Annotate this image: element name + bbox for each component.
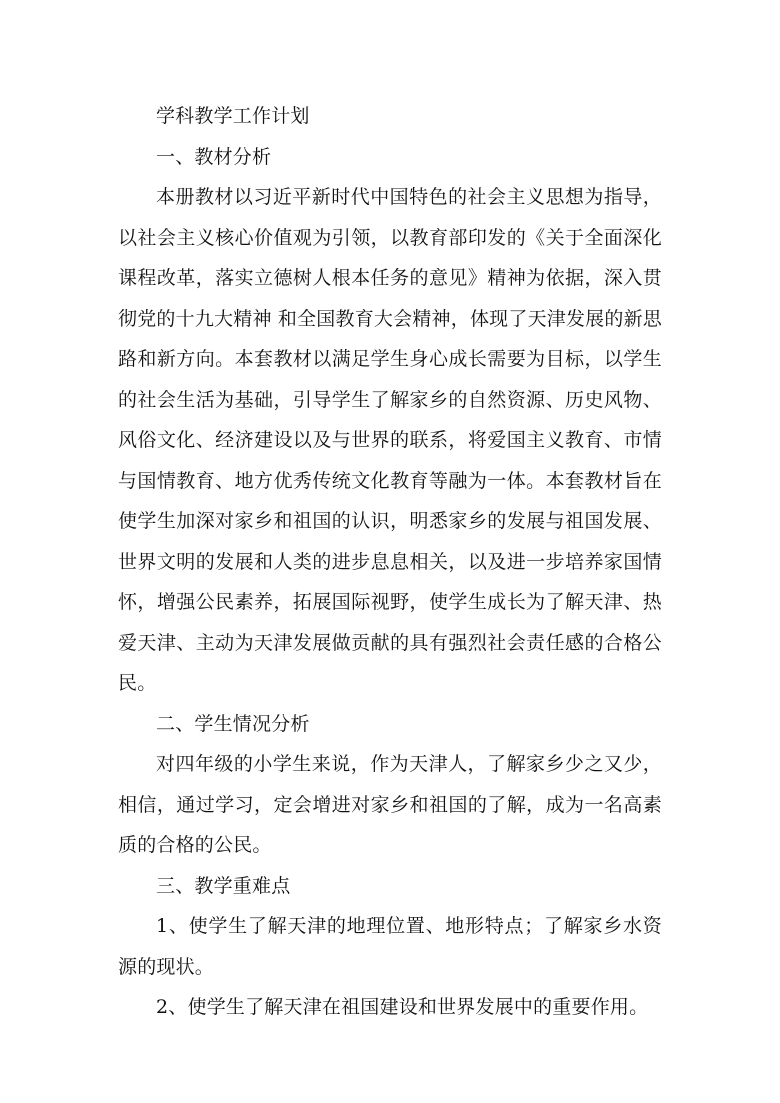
- section-body-textbook-analysis: 本册教材以习近平新时代中国特色的社会主义思想为指导，以社会主义核心价值观为引领，以教育部印发的《关于全面深化课程改革，落实立德树人根本任务的意见》精神为依据，深入贯彻党的十九大精神 和全国教育大会精神，体现了天津发展的新思路和新方向。本套教材以满足学生身心成长需要为目标，以学生的社会生活为基础，引导学生了解家乡的自然资源、历史风物、风俗文化、经济建设以及与世界的联系，将爱国主义教育、市情与国情教育、地方优秀传统文化教育等融为一体。本套教材旨在使学生加深对家乡和祖国的认识，明悉家乡的发展与祖国发展、世界文明的发展和人类的进步息息相关，以及进一步培养家国情怀，增强公民素养，拓展国际视野，使学生成长为了解天津、热爱天津、主动为天津发展做贡献的具有强烈社会责任感的合格公民。: [118, 186, 662, 694]
- key-point-1: 1、使学生了解天津的地理位置、地形特点；了解家乡水资源的现状。: [118, 915, 662, 978]
- document-title: 学科教学工作计划: [156, 105, 310, 127]
- section-heading-key-points: 三、教学重难点: [156, 874, 291, 897]
- section-heading-student-analysis: 二、学生情况分析: [156, 712, 310, 735]
- key-point-2: 2、使学生了解天津在祖国建设和世界发展中的重要作用。: [156, 996, 649, 1018]
- section-body-student-analysis: 对四年级的小学生来说，作为天津人，了解家乡少之又少，相信，通过学习，定会增进对家乡和祖国的了解，成为一名高素质的合格的公民。: [118, 753, 662, 856]
- section-heading-textbook-analysis: 一、教材分析: [156, 145, 272, 168]
